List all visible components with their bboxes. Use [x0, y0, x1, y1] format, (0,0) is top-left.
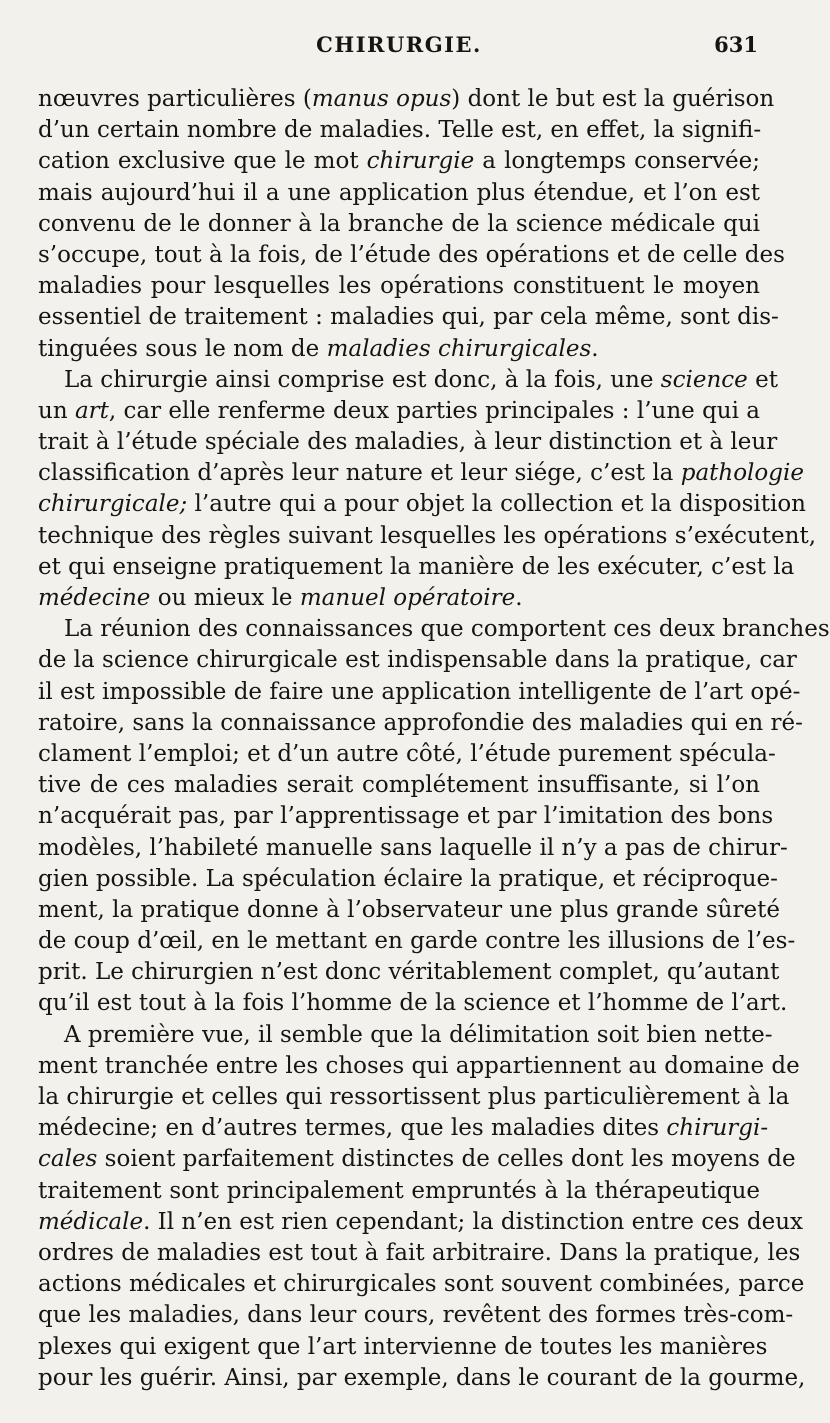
text-segment: de la science chirurgicale est indispensable dans la pratique, car	[38, 647, 797, 674]
text-segment: prit. Le chirurgien n’est donc véritablement complet, qu’autant	[38, 959, 780, 986]
text-line	[38, 739, 776, 770]
text-line	[38, 115, 760, 146]
text-segment: cation exclusive que le mot	[38, 148, 367, 175]
text-line	[38, 302, 779, 333]
text-line	[38, 926, 796, 957]
text-line	[38, 365, 778, 396]
text-line	[38, 583, 760, 614]
text-segment: gien possible. La spéculation éclaire la pratique, et réciproque-	[38, 865, 778, 892]
text-segment: de coup d’œil, en le mettant en garde contre les illusions de l’es-	[38, 928, 796, 955]
text-line	[38, 84, 775, 115]
text-line	[38, 1051, 800, 1082]
text-segment: essentiel de traitement : maladies qui, par cela même, sont dis-	[38, 304, 779, 331]
italic-text: chirurgi-	[666, 1115, 769, 1142]
text-segment: a longtemps conservée;	[474, 148, 760, 175]
text-segment: clament l’emploi; et d’un autre côté, l’étude purement spécula-	[38, 740, 776, 767]
text-segment: ment, la pratique donne à l’observateur une plus grande sûreté	[38, 896, 780, 923]
text-segment: ratoire, sans la connaissance approfondie des maladies qui en ré-	[38, 709, 803, 736]
text-segment: soient parfaitement distinctes de celles dont les moyens de	[97, 1146, 796, 1173]
italic-text: médicale	[38, 1208, 144, 1235]
text-segment: trait à l’étude spéciale des maladies, à leur distinction et à leur	[38, 429, 778, 456]
text-segment: traitement sont principalement empruntés à la thérapeutique	[38, 1177, 760, 1204]
text-line	[38, 489, 806, 520]
text-line	[38, 396, 760, 427]
text-line	[38, 178, 760, 209]
text-segment: ment tranchée entre les choses qui appartiennent au domaine de	[38, 1052, 800, 1079]
text-segment: d’un certain nombre de maladies. Telle est, en effet, la signifi-	[38, 117, 762, 144]
text-line	[38, 645, 797, 676]
text-segment: mais aujourd’hui il a une application plus étendue, et l’on est	[38, 179, 760, 206]
text-segment: maladies pour lesquelles les opérations constituent le moyen	[38, 273, 760, 300]
text-segment: , car elle renferme deux parties principales : l’une qui a	[108, 397, 761, 424]
italic-text: cales	[38, 1146, 98, 1173]
text-line	[38, 1082, 790, 1113]
text-line	[38, 1207, 803, 1238]
text-segment: technique des règles suivant lesquelles les opérations s’exécutent,	[38, 522, 817, 549]
text-segment: ordres de maladies est tout à fait arbitraire. Dans la pratique, les	[38, 1239, 801, 1266]
text-segment: l’autre qui a pour objet la collection et la disposition	[187, 491, 806, 518]
text-segment: . Il n’en est rien cependant; la distinction entre ces deux	[143, 1208, 803, 1235]
text-segment: .	[591, 335, 599, 362]
text-line	[38, 1300, 794, 1331]
text-line	[38, 1332, 768, 1363]
italic-text: science	[660, 366, 748, 393]
text-segment: médecine; en d’autres termes, que les maladies dites	[38, 1115, 667, 1142]
paragraph	[38, 84, 785, 365]
text-line	[38, 1176, 760, 1207]
text-line	[38, 1238, 801, 1269]
text-segment: et	[747, 366, 778, 393]
paragraph	[38, 614, 830, 1019]
text-line	[38, 677, 801, 708]
text-segment: plexes qui exigent que l’art intervienne de toutes les manières	[38, 1333, 768, 1360]
text-segment: La réunion des connaissances que comportent ces deux branches	[64, 616, 830, 643]
paragraph	[38, 365, 817, 615]
italic-text: médecine	[38, 585, 151, 611]
text-line	[38, 146, 760, 177]
italic-text: manuel opératoire	[299, 585, 516, 611]
text-line	[38, 988, 788, 1019]
text-line	[38, 1363, 806, 1394]
paragraph	[38, 1020, 806, 1394]
italic-text: art	[74, 397, 109, 424]
text-segment: la chirurgie et celles qui ressortissent plus particulièrement à la	[38, 1084, 790, 1110]
text-line	[38, 895, 780, 926]
italic-text: chirurgicale;	[38, 491, 188, 518]
text-segment: convenu de le donner à la branche de la science médicale qui	[38, 210, 760, 237]
text-segment: que les maladies, dans leur cours, revêtent des formes très-com-	[38, 1302, 794, 1329]
text-segment: .	[515, 585, 523, 611]
text-line	[38, 957, 780, 988]
italic-text: chirurgie	[366, 148, 475, 175]
text-line	[38, 334, 760, 365]
text-segment: il est impossible de faire une application intelligente de l’art opé-	[38, 678, 801, 705]
text-segment: qu’il est tout à la fois l’homme de la science et l’homme de l’art.	[38, 990, 788, 1017]
text-segment: un	[38, 397, 75, 424]
text-line	[38, 770, 760, 801]
text-line	[38, 1113, 769, 1144]
page-header	[38, 22, 760, 62]
text-segment: modèles, l’habileté manuelle sans laquelle il n’y a pas de chirur-	[38, 834, 788, 861]
text-line	[38, 614, 830, 645]
body-text	[38, 84, 830, 1394]
text-line	[38, 240, 785, 271]
text-line	[38, 552, 795, 583]
text-segment: tive de ces maladies serait complétement insuffisante, si l’on	[38, 772, 760, 799]
italic-text: pathologie	[680, 460, 804, 487]
text-line	[38, 801, 774, 832]
text-segment: pour les guérir. Ainsi, par exemple, dans le courant de la gourme,	[38, 1364, 806, 1391]
text-line	[38, 1144, 796, 1175]
page-number: 631	[714, 32, 758, 57]
text-line	[38, 1269, 805, 1300]
running-title: CHIRURGIE.	[316, 32, 482, 57]
text-line	[38, 271, 760, 302]
text-segment: actions médicales et chirurgicales sont souvent combinées, parce	[38, 1271, 805, 1298]
text-line	[38, 458, 804, 489]
italic-text: maladies chirurgicales	[326, 335, 592, 362]
text-segment: et qui enseigne pratiquement la manière de les exécuter, c’est la	[38, 553, 795, 580]
italic-text: manus opus	[311, 86, 452, 112]
text-segment: A première vue, il semble que la délimitation soit bien nette-	[64, 1021, 773, 1048]
text-segment: ou mieux le	[150, 585, 300, 611]
text-segment: nœuvres particulières (	[38, 86, 312, 112]
text-line	[38, 209, 760, 240]
text-segment: s’occupe, tout à la fois, de l’étude des opérations et de celle des	[38, 241, 785, 268]
text-segment: n’acquérait pas, par l’apprentissage et par l’imitation des bons	[38, 803, 774, 830]
text-segment: tinguées sous le nom de	[38, 335, 327, 362]
text-segment: classification d’après leur nature et leur siége, c’est la	[38, 460, 681, 487]
text-line	[38, 1020, 773, 1051]
text-line	[38, 521, 817, 552]
text-segment: La chirurgie ainsi comprise est donc, à la fois, une	[64, 366, 661, 393]
text-segment: ) dont le but est la guérison	[451, 86, 775, 112]
text-line	[38, 427, 778, 458]
text-line	[38, 833, 788, 864]
text-line	[38, 708, 803, 739]
text-line	[38, 864, 778, 895]
